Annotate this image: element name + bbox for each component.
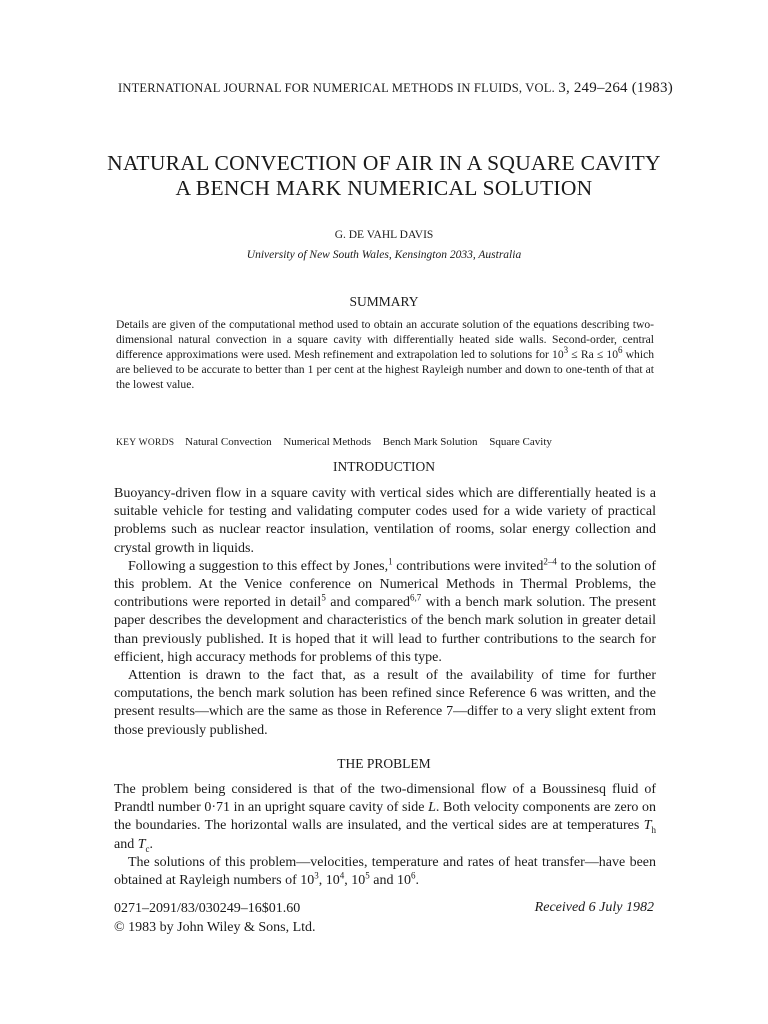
introduction-heading: INTRODUCTION	[333, 459, 435, 474]
keyword: Bench Mark Solution	[382, 436, 478, 448]
journal-name: INTERNATIONAL JOURNAL FOR NUMERICAL METHODS IN FLUIDS, VOL.	[118, 81, 555, 95]
keyword: Numerical Methods	[283, 436, 372, 448]
running-head	[118, 80, 673, 97]
footer-publisher-info	[114, 900, 316, 937]
author-name: G. DE VAHL DAVIS	[334, 229, 434, 241]
author-affiliation: University of New South Wales, Kensington 2033, Australia	[246, 249, 522, 261]
intro-paragraph-3: Attention is drawn to the fact that, as a result of the availability of time for further computations, the bench mark solution has been refined since Reference 6 was written, and the present results—which are the same as those in Reference 7—differ to a very slight extent from those previously published.	[114, 668, 656, 738]
copyright-notice: © 1983 by John Wiley & Sons, Ltd.	[114, 919, 316, 935]
summary-text: Details are given of the computational method used to obtain an accurate solution of the equations describing two-dimensional natural convection in a square cavity with differentially heated side walls. Second-order, central difference approximations were used. Mesh refinement and extrapolation led to solutions for $10^3 \le Ra \le 10^6$ which are believed to be accurate to better than 1 per cent at the highest Rayleigh number and down to one-tenth of that at the lowest value.	[116, 318, 655, 391]
received-date: Received 6 July 1982	[534, 900, 654, 915]
intro-paragraph-1: Buoyancy-driven flow in a square cavity with vertical sides which are differentially heated is a suitable vehicle for testing and validating computer codes used for a wide variety of practical problems such as nuclear reactor insulation, ventilation of rooms, solar energy collection and crystal growth in liquids.	[114, 486, 656, 556]
problem-body	[114, 781, 656, 890]
introduction-body	[114, 485, 656, 740]
volume-pages: 3, 249–264 (1983)	[558, 80, 673, 96]
keyword: Square Cavity	[489, 436, 552, 448]
article-code: 0271–2091/83/030249–16$01.60	[114, 901, 301, 916]
keywords	[116, 436, 561, 448]
intro-paragraph-2: Following a suggestion to this effect by Jones,$^1$ contributions were invited$^{2-4}$ to the solution of this problem. At the Venice conference on Numerical Methods in Thermal Problems, the contributions were reported in detail$^5$ and compared$^{6,7}$ with a bench mark solution. The present paper describes the development and characteristics of the bench mark solution in greater detail than previously published. It is hoped that it will lead to further contributions to the search for efficient, high accuracy methods for problems of this type.	[114, 556, 656, 665]
problem-heading: THE PROBLEM	[337, 756, 431, 771]
summary-heading: SUMMARY	[349, 294, 419, 309]
keywords-label: KEY WORDS	[116, 438, 175, 448]
title-line-2: A BENCH MARK NUMERICAL SOLUTION	[175, 176, 593, 200]
title-line-1: NATURAL CONVECTION OF AIR IN A SQUARE CAVITY	[107, 151, 661, 175]
paper-title	[100, 151, 668, 201]
problem-paragraph-2: The solutions of this problem—velocities, temperature and rates of heat transfer—have been obtained at Rayleigh numbers of $10^3$, $10^4$, $10^5$ and $10^6$.	[114, 854, 656, 889]
problem-paragraph-1: The problem being considered is that of the two-dimensional flow of a Boussinesq fluid of Prandtl number 0·71 in an upright square cavity of side L. Both velocity components are zero on the boundaries. The horizontal walls are insulated, and the vertical sides are at temperatures $T_h$ and $T_c$.	[114, 782, 656, 854]
keyword: Natural Convection	[185, 436, 272, 448]
